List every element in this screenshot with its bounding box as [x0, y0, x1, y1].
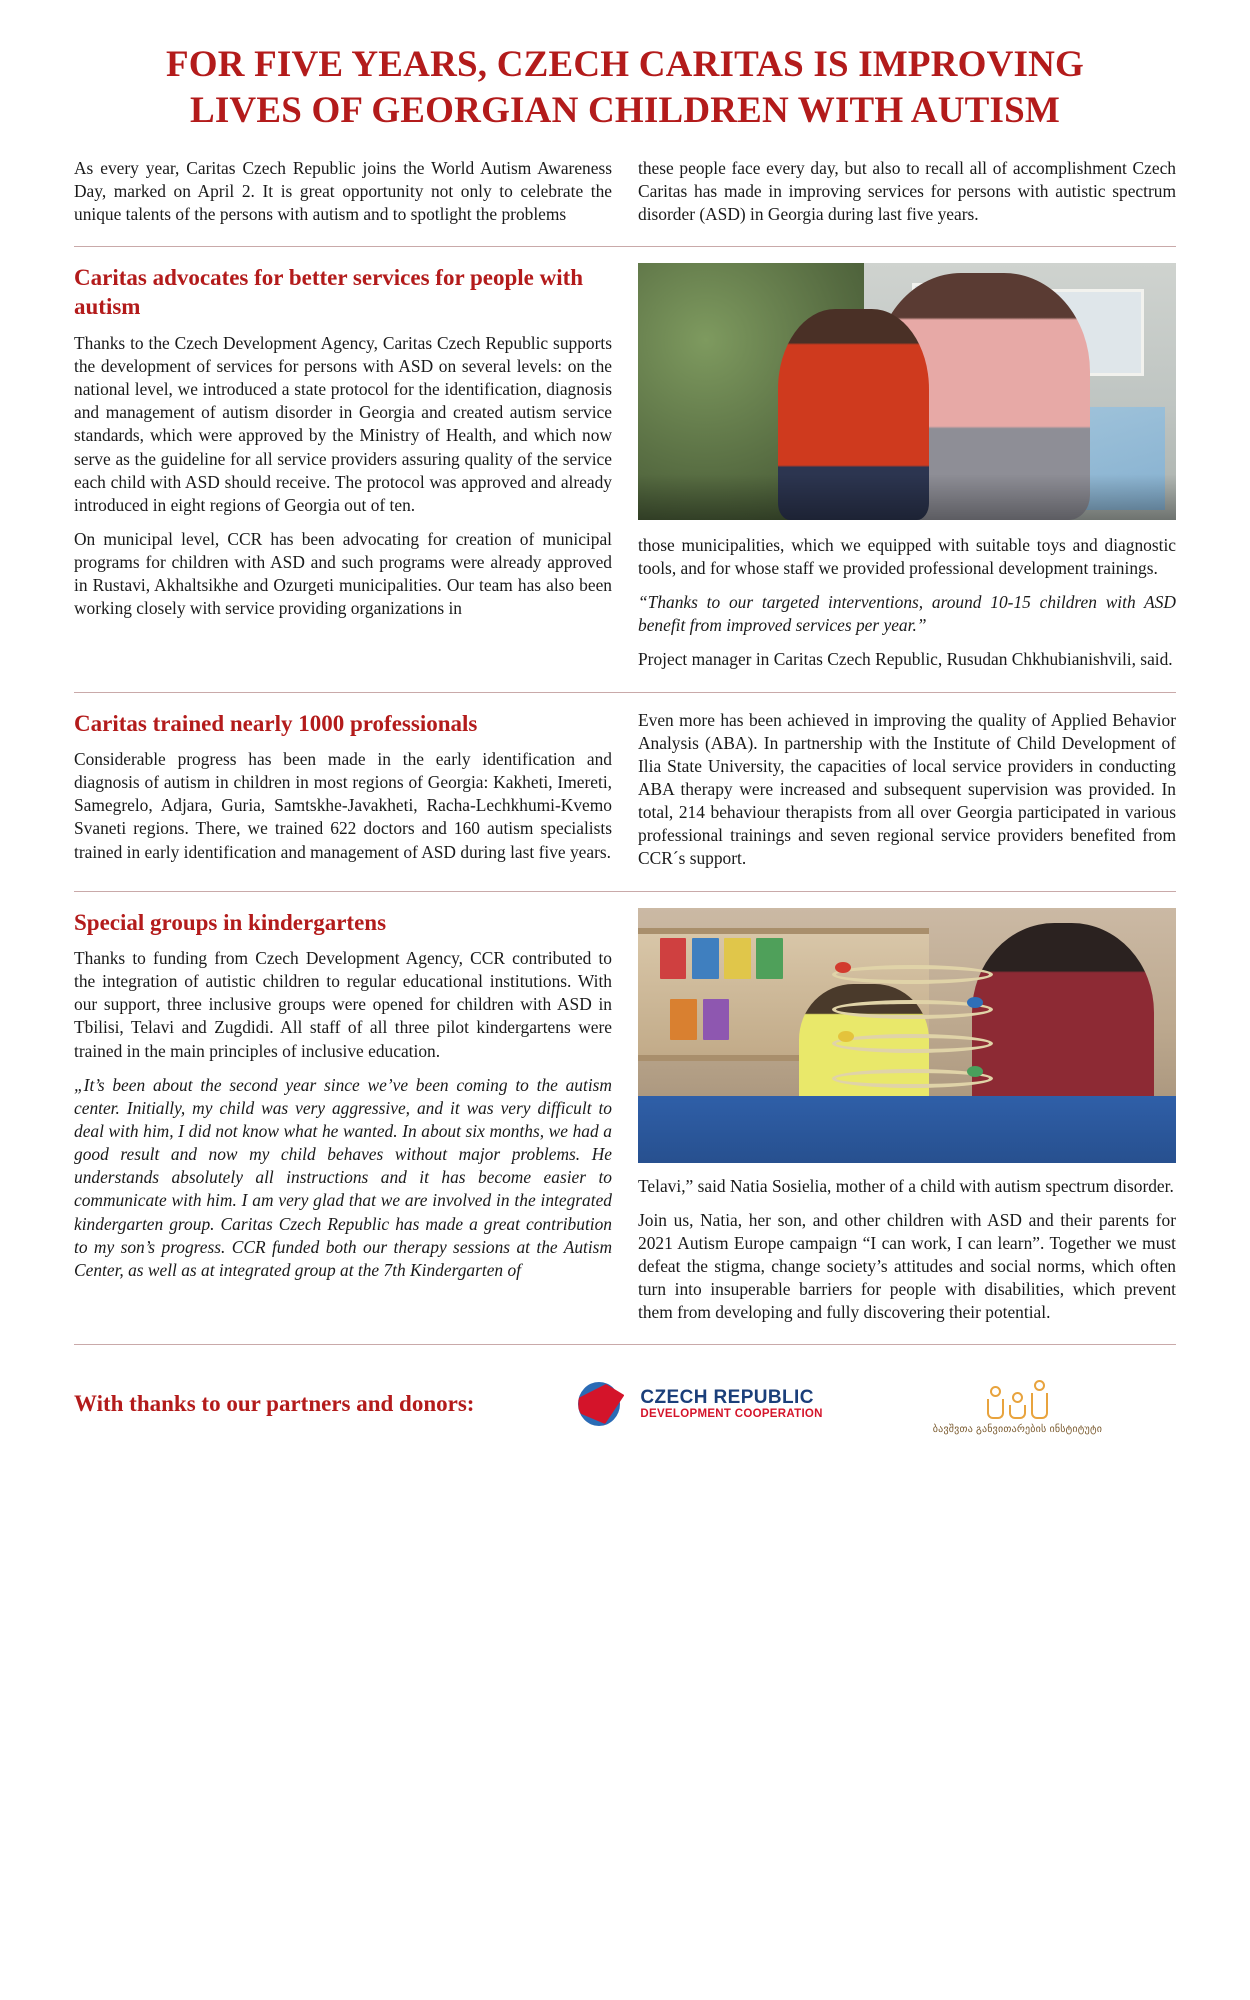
- photo-toy-bead: [967, 997, 983, 1008]
- footer-partners: [74, 1371, 1176, 1436]
- section-advocacy-right: [638, 263, 1176, 672]
- intro-paragraph-left: As every year, Caritas Czech Republic joins the World Autism Awareness Day, marked on April 2. It is great opportunity not only to celebrate the unique talents of the persons with autism and to spotlight the problems: [74, 157, 612, 224]
- section-kindergartens: [74, 908, 1176, 1325]
- intro-column-right: [638, 157, 1176, 226]
- section-kindergartens-quote: „It’s been about the second year since we’ve been coming to the autism center. Initially, my child was very aggressive, and it was very difficult to deal with him, I did not know what he wanted. In about six months, we had a good result and now my child behaves without major problems. He understands absolutely all instructions and it has become easier to communicate with him. I am very glad that we are involved in the integrated kindergarten group. Caritas Czech Republic has made a great contribution to my son’s progress. CCR funded both our therapy sessions at the Autism Center, as well as at integrated group at the 7th Kindergarten of: [74, 1074, 612, 1280]
- section-kindergartens-left: [74, 908, 612, 1325]
- section-kindergartens-right-paragraph-1: Telavi,” said Natia Sosielia, mother of a child with autism spectrum disorder.: [638, 1175, 1174, 1196]
- photo-boy-with-therapist: [638, 263, 1176, 520]
- section-advocacy-right-paragraph-1: those municipalities, which we equipped with suitable toys and diagnostic tools, and for whose staff we provided professional development trainings.: [638, 534, 1176, 579]
- people-figures-icon: [933, 1371, 1102, 1419]
- photo-woman-figure: [972, 923, 1155, 1122]
- divider-1: [74, 246, 1176, 247]
- logo-czech-line-1: CZECH REPUBLIC: [640, 1386, 814, 1408]
- person-head: [1034, 1380, 1045, 1391]
- divider-4: [74, 1344, 1176, 1345]
- person-figure: [987, 1386, 1004, 1419]
- photo-book: [670, 999, 697, 1040]
- photo-book: [756, 938, 783, 979]
- photo-book: [724, 938, 751, 979]
- photo-book: [692, 938, 719, 979]
- section-training-heading: Caritas trained nearly 1000 professionals: [74, 710, 478, 736]
- photo-blue-table: [638, 1096, 1176, 1162]
- section-training-right: [638, 709, 1176, 871]
- section-advocacy: [74, 263, 1176, 672]
- section-training: [74, 709, 1176, 871]
- photo-toy-ring: [832, 1034, 993, 1053]
- page-title: [74, 42, 1176, 135]
- divider-2: [74, 692, 1176, 693]
- person-body: [1009, 1405, 1026, 1419]
- section-training-left: [74, 709, 612, 871]
- globe-swoosh-icon: [578, 1378, 630, 1430]
- section-advocacy-left: [74, 263, 612, 672]
- section-kindergartens-right: [638, 908, 1176, 1325]
- footer-logos: [504, 1371, 1176, 1436]
- photo-toy-bead: [835, 962, 851, 973]
- photo-kindergarten-session: [638, 908, 1176, 1163]
- logo-georgia-caption: ბავშვთა განვითარების ინსტიტუტი: [932, 1424, 1103, 1436]
- page-title-line-2: LIVES OF GEORGIAN CHILDREN WITH AUTISM: [189, 90, 1061, 132]
- person-body: [1031, 1393, 1048, 1419]
- intro-section: [74, 157, 1176, 226]
- section-advocacy-quote: “Thanks to our targeted interventions, around 10-15 children with ASD benefit from improved services per year.”: [638, 592, 1176, 636]
- photo-book: [660, 938, 687, 979]
- divider-3: [74, 891, 1176, 892]
- section-kindergartens-paragraph-1: Thanks to funding from Czech Development Agency, CCR contributed to the integration of autistic children to regular educational institutions. With our support, three inclusive groups were opened for children with ASD in Tbilisi, Telavi and Zugdidi. All staff of all three pilot kindergartens were trained in the main principles of inclusive education.: [74, 948, 612, 1061]
- person-figure: [1009, 1392, 1026, 1419]
- photo-book: [703, 999, 730, 1040]
- logo-czech-development-cooperation: [578, 1378, 822, 1430]
- intro-column-left: [74, 157, 612, 226]
- section-training-paragraph-2: Even more has been achieved in improving the quality of Applied Behavior Analysis (ABA). In partnership with the Institute of Child Development of Ilia State University, the capacities of local service providers in conducting ABA therapy were increased and subsequent supervision was provided. In total, 214 behaviour therapists from all over Georgia participated in various professional trainings and seven regional service providers benefited from CCR´s support.: [638, 709, 1176, 869]
- section-advocacy-heading: Caritas advocates for better services for people with autism: [74, 264, 584, 320]
- section-advocacy-paragraph-1: Thanks to the Czech Development Agency, Caritas Czech Republic supports the development of services for persons with ASD on several levels: on the national level, we introduced a state protocol for the identification, diagnosis and management of autism disorder in Georgia and created autism service standards, which were approved by the Ministry of Health, and which now serve as the guideline for all service providers assuring quality of the service each child with ASD should receive. The protocol was approved and already introduced in eight regions of Georgia out of ten.: [74, 332, 612, 515]
- person-body: [987, 1399, 1004, 1419]
- person-head: [1012, 1392, 1023, 1403]
- person-figure: [1031, 1380, 1048, 1419]
- section-kindergartens-heading: Special groups in kindergartens: [74, 909, 387, 935]
- logo-georgia-development-institute: [933, 1371, 1102, 1436]
- page-title-line-1: FOR FIVE YEARS, CZECH CARITAS IS IMPROVING: [165, 44, 1085, 85]
- logo-czech-line-2: DEVELOPMENT COOPERATION: [640, 1407, 823, 1420]
- logo-czech-text: [640, 1388, 822, 1420]
- intro-paragraph-right: these people face every day, but also to recall all of accomplishment Czech Caritas has made in improving services for persons with autistic spectrum disorder (ASD) in Georgia during last five years.: [638, 157, 1176, 224]
- photo-wooden-toy: [832, 959, 993, 1117]
- footer-thanks-text: With thanks to our partners and donors:: [74, 1390, 475, 1416]
- photo-toy-ring: [832, 965, 993, 984]
- person-head: [990, 1386, 1001, 1397]
- section-training-paragraph-1: Considerable progress has been made in the early identification and diagnosis of autism in children in most regions of Georgia: Kakheti, Imereti, Samegrelo, Adjara, Guria, Samtskhe-Javakheti, Racha-Lechkhumi-Kvemo Svaneti regions. There, we trained 622 doctors and 160 autism specialists trained in early identification and management of ASD during last five years.: [74, 749, 612, 862]
- photo-ground-shadow: [638, 474, 1176, 520]
- section-advocacy-quote-attribution: Project manager in Caritas Czech Republic, Rusudan Chkhubianishvili, said.: [638, 649, 1173, 670]
- section-kindergartens-right-paragraph-2: Join us, Natia, her son, and other children with ASD and their parents for 2021 Autism Europe campaign “I can work, I can learn”. Together we must defeat the stigma, change society’s attitudes and social norms, which often turn into insuperable barriers for people with disabilities, which prevent them from developing and fully discovering their potential.: [638, 1209, 1176, 1323]
- section-advocacy-paragraph-2: On municipal level, CCR has been advocating for creation of municipal programs for children with ASD and such programs were already approved in Rustavi, Akhaltsikhe and Ozurgeti municipalities. Our team has also been working closely with service providing organizations in: [74, 528, 612, 619]
